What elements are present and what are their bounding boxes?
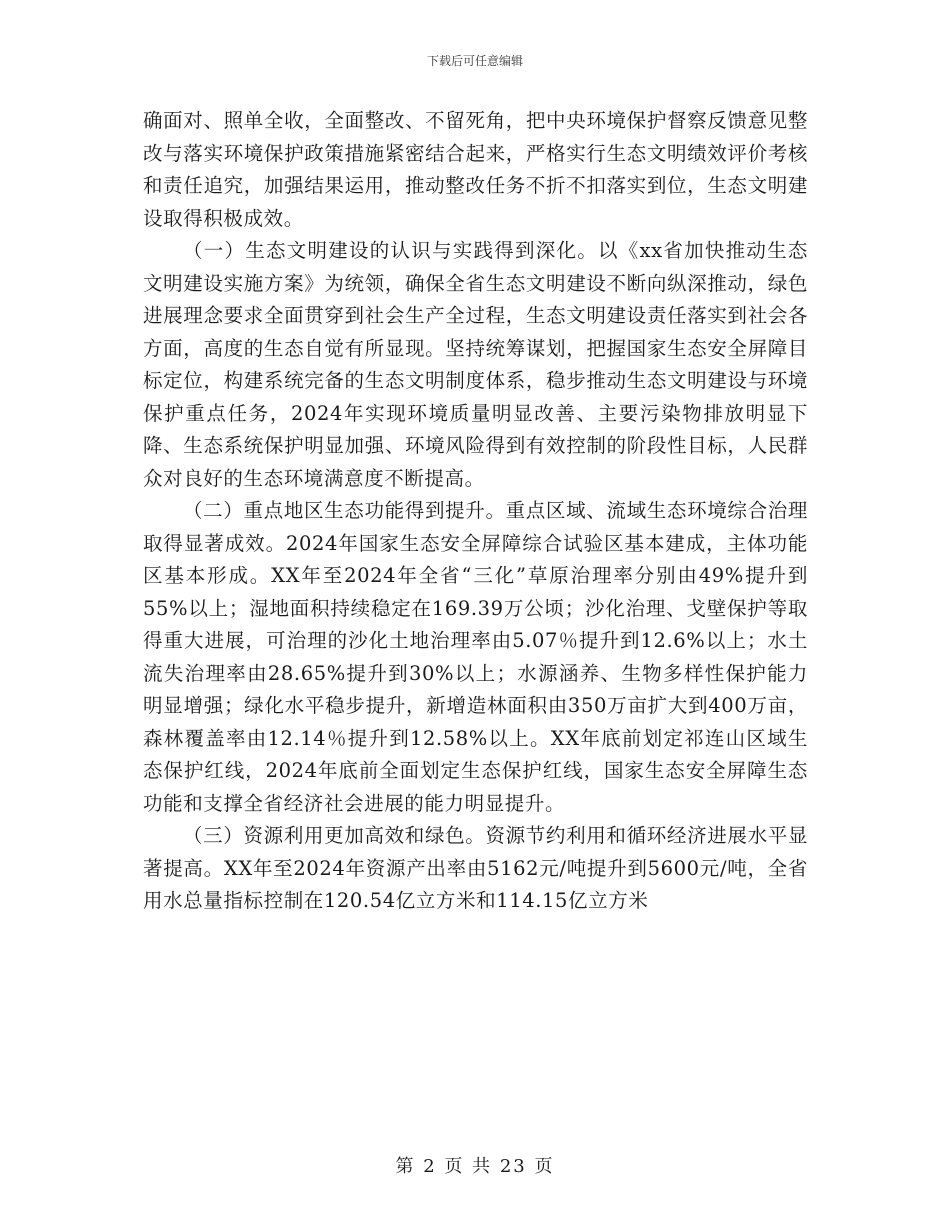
page-number-footer: 第 2 页 共 23 页 [395, 1156, 555, 1177]
paragraph-continuation: 确面对、照单全收，全面整改、不留死角，把中央环境保护督察反馈意见整改与落实环境保护政策措施紧密结合起来，严格实行生态文明绩效评价考核和责任追究，加强结果运用，推动整改任务不折不扣落实到位，生态文明建设取得积极成效。 [143, 109, 808, 230]
paragraph-section-2: （二）重点地区生态功能得到提升。重点区域、流域生态环境综合治理取得显著成效。2024年国家生态安全屏障综合试验区基本建成，主体功能区基本形成。XX年至2024年全省“三化”草原治理率分别由49%提升到55%以上；湿地面积持续稳定在169.39万公顷；沙化治理、戈壁保护等取得重大进展，可治理的沙化土地治理率由5.07％提升到12.6%以上；水土流失治理率由28.65%提升到30%以上；水源涵养、生物多样性保护能力明显增强；绿化水平稳步提升，新增造林面积由350万亩扩大到400万亩，森林覆盖率由12.14％提升到12.58%以上。XX年底前划定祁连山区域生态保护红线，2024年底前全面划定生态保护红线，国家生态安全屏障生态功能和支撑全省经济社会进展的能力明显提升。 [143, 499, 808, 815]
paragraph-section-1: （一）生态文明建设的认识与实践得到深化。以《xx省加快推动生态文明建设实施方案》为统领，确保全省生态文明建设不断向纵深推动，绿色进展理念要求全面贯穿到社会生产全过程，生态文明建设责任落实到社会各方面，高度的生态自觉有所显现。坚持统筹谋划，把握国家生态安全屏障目标定位，构建系统完备的生态文明制度体系，稳步推动生态文明建设与环境保护重点任务，2024年实现环境质量明显改善、主要污染物排放明显下降、生态系统保护明显加强、环境风险得到有效控制的阶段性目标，人民群众对良好的生态环境满意度不断提高。 [143, 239, 808, 490]
paragraph-section-3: （三）资源利用更加高效和绿色。资源节约利用和循环经济进展水平显著提高。XX年至2024年资源产出率由5162元/吨提升到5600元/吨，全省用水总量指标控制在120.54亿立方米和114.15亿立方米 [143, 824, 808, 912]
page-header: 下载后可任意编辑 [426, 54, 523, 68]
document-body [143, 105, 808, 918]
